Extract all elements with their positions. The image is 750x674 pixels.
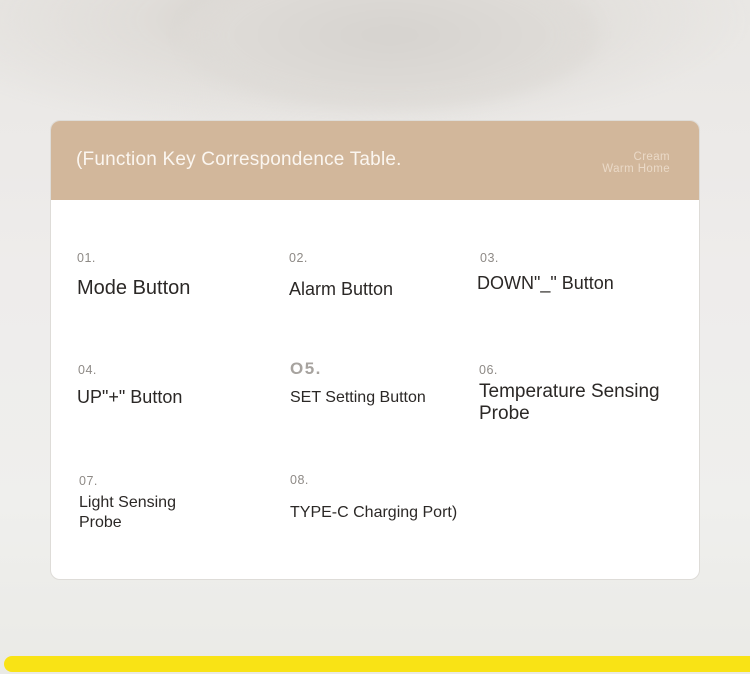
function-item-light-probe — [79, 474, 209, 533]
function-item-alarm — [289, 251, 393, 300]
brand-line-2: Warm Home — [602, 163, 670, 175]
item-label: Temperature Sensing Probe — [479, 381, 660, 424]
function-item-up — [77, 363, 182, 408]
table-title: (Function Key Correspondence Table. — [76, 149, 402, 170]
item-number: 03. — [480, 251, 499, 265]
item-number: O5. — [290, 359, 322, 378]
item-label: SET Setting Button — [290, 389, 426, 406]
function-item-temperature-probe — [479, 363, 689, 425]
function-item-set — [290, 359, 426, 407]
item-number: 04. — [78, 363, 97, 377]
item-label: Alarm Button — [289, 279, 394, 299]
brand-logo — [602, 151, 670, 175]
item-number: 07. — [79, 474, 98, 488]
item-label: UP"+" Button — [77, 387, 183, 407]
function-item-down — [477, 251, 614, 294]
item-label: Light Sensing Probe — [79, 494, 176, 531]
function-item-mode — [77, 251, 190, 300]
item-label: DOWN"_" Button — [477, 273, 614, 293]
item-label: TYPE-C Charging Port) — [290, 504, 458, 521]
brand-line-1: Cream — [633, 151, 670, 163]
background-blur-shape — [180, 0, 600, 110]
item-number: 02. — [289, 251, 308, 265]
item-number: 08. — [290, 473, 309, 487]
function-key-table-card — [50, 120, 700, 580]
accent-bar — [4, 656, 750, 672]
item-label: Mode Button — [77, 277, 191, 299]
item-number: 01. — [77, 251, 96, 265]
card-header — [51, 121, 699, 200]
function-item-typec-port — [290, 473, 457, 522]
item-number: 06. — [479, 363, 498, 377]
